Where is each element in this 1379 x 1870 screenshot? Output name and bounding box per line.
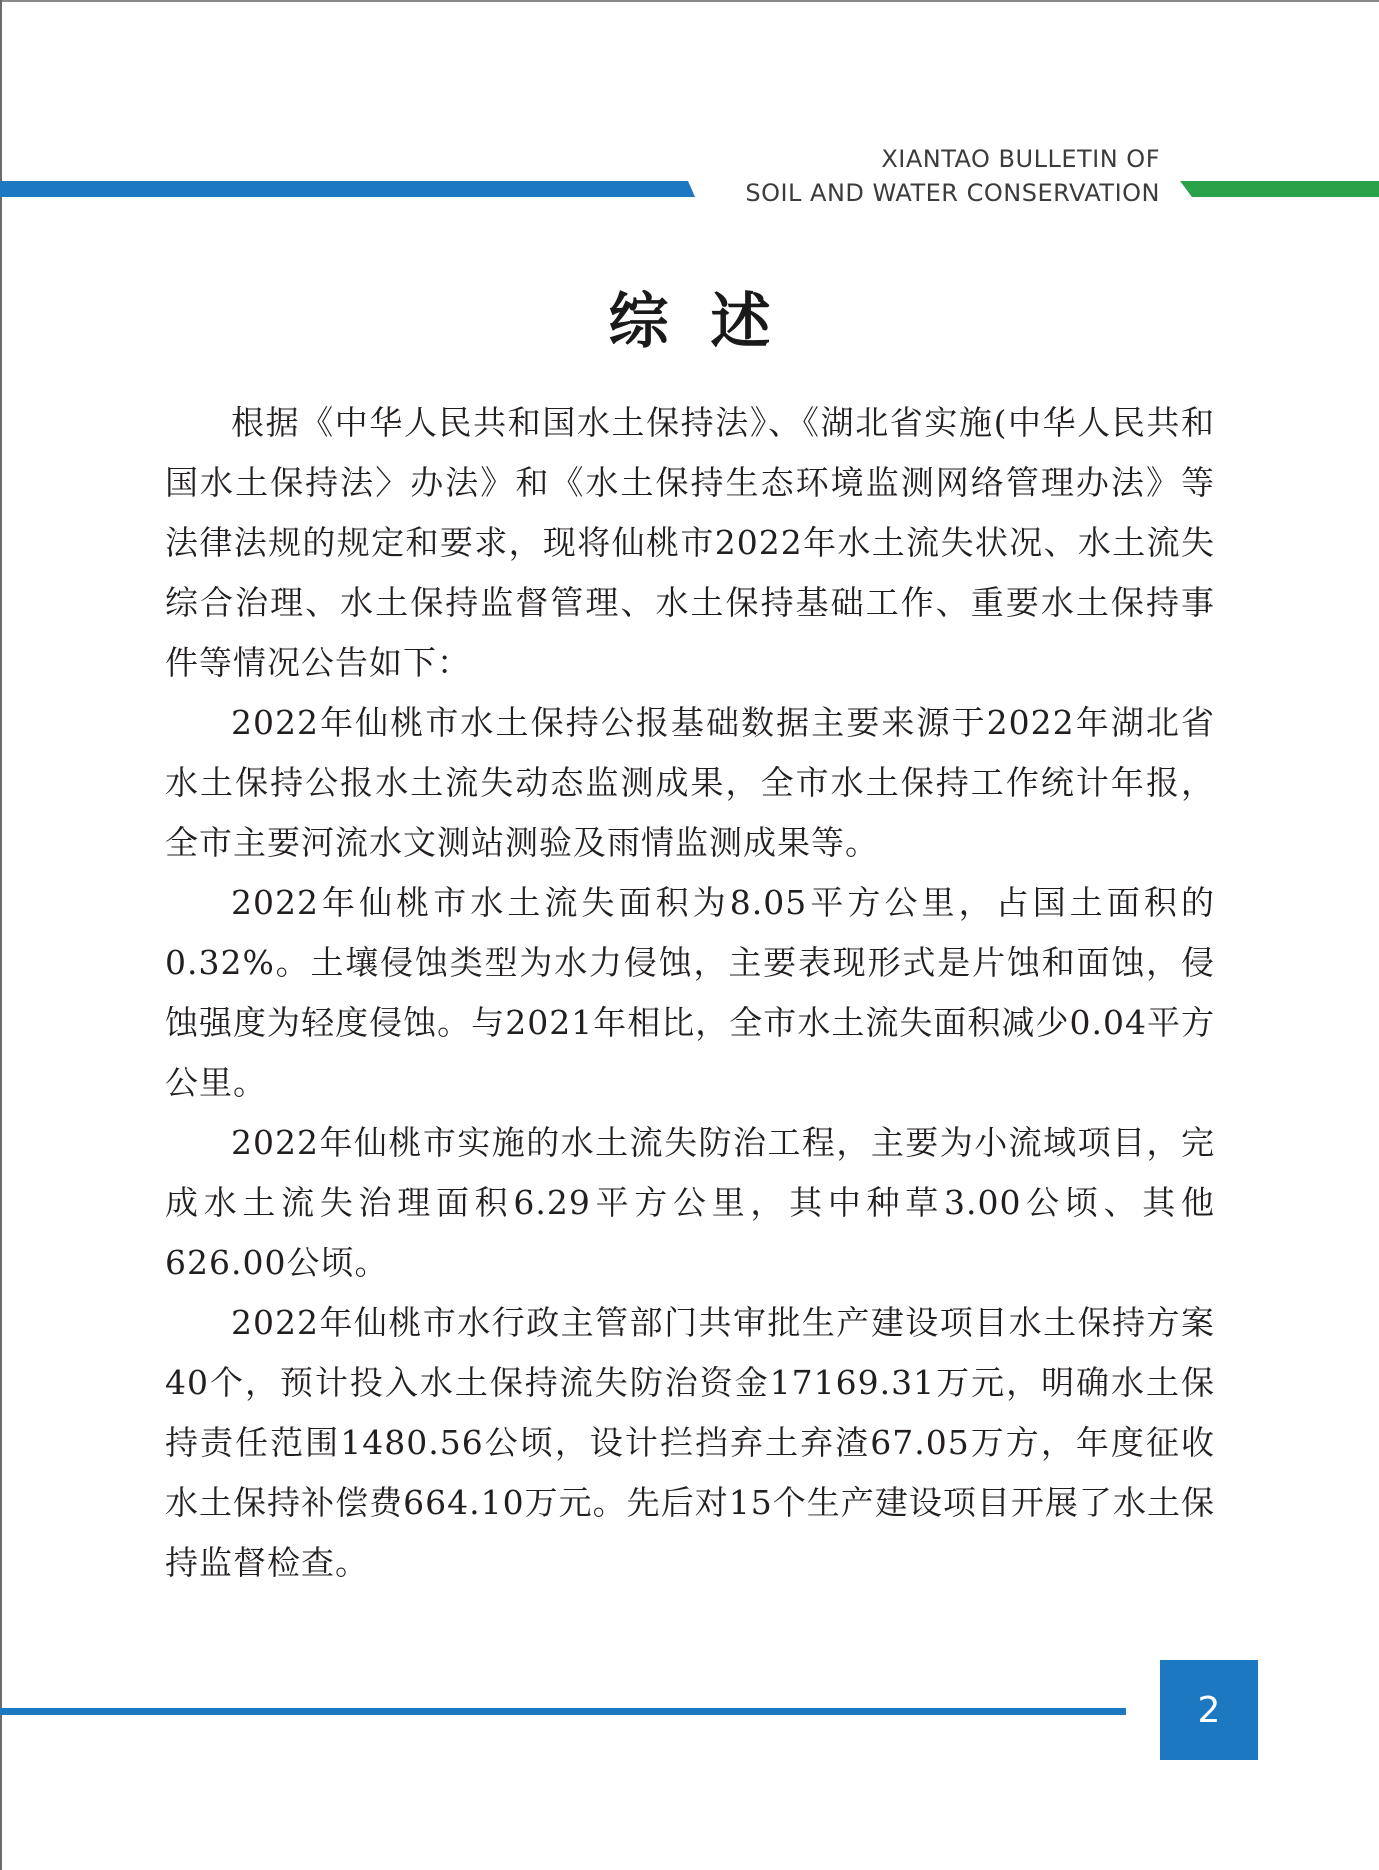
paragraph-control-projects: 2022年仙桃市实施的水土流失防治工程，主要为小流域项目，完成水土流失治理面积6.29平方公里，其中种草3.00公顷、其他626.00公顷。 (165, 1123, 1215, 1282)
header-title-line1: XIANTAO BULLETIN OF (881, 145, 1160, 173)
header-bar-blue (0, 181, 695, 197)
paragraph-data-source: 2022年仙桃市水土保持公报基础数据主要来源于2022年湖北省水土保持公报水土流失动态监测成果，全市水土保持工作统计年报，全市主要河流水文测站测验及雨情监测成果等。 (165, 703, 1215, 862)
page-number: 2 (1160, 1660, 1258, 1760)
body-text (165, 393, 1215, 1593)
header-title (745, 142, 1160, 210)
header-bar-green (1180, 181, 1379, 197)
header-title-line2: SOIL AND WATER CONSERVATION (745, 179, 1160, 207)
paragraph-erosion-status: 2022年仙桃市水土流失面积为8.05平方公里，占国土面积的0.32%。土壤侵蚀类型为水力侵蚀，主要表现形式是片蚀和面蚀，侵蚀强度为轻度侵蚀。与2021年相比，全市水土流失面积减少0.04平方公里。 (165, 883, 1215, 1102)
paragraph-intro: 根据《中华人民共和国水土保持法》、《湖北省实施(中华人民共和国水土保持法〉办法》和《水土保持生态环境监测网络管理办法》等法律法规的规定和要求，现将仙桃市2022年水土流失状况、水土流失综合治理、水土保持监督管理、水土保持基础工作、重要水土保持事件等情况公告如下： (165, 403, 1215, 682)
page-border-left (0, 0, 2, 1870)
footer-bar (0, 1708, 1126, 1715)
paragraph-supervision: 2022年仙桃市水行政主管部门共审批生产建设项目水土保持方案40个，预计投入水土保持流失防治资金17169.31万元，明确水土保持责任范围1480.56公顷，设计拦挡弃土弃渣67.05万方，年度征收水土保持补偿费664.10万元。先后对15个生产建设项目开展了水土保持监督检查。 (165, 1303, 1215, 1582)
page-border-top (0, 0, 1379, 2)
page-title: 综述 (608, 287, 813, 357)
